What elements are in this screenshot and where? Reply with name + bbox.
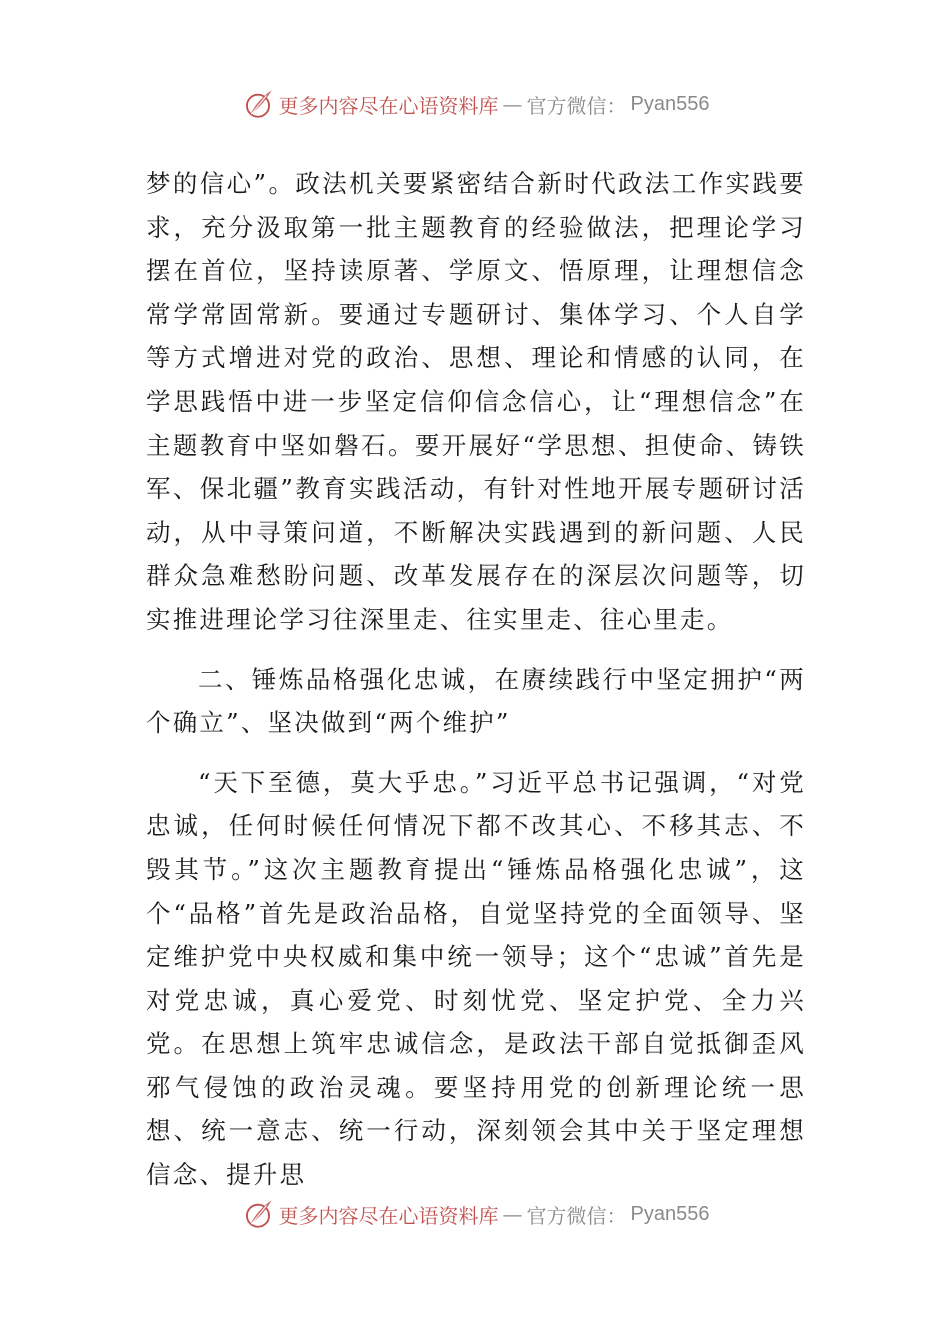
paragraph-continuation: 梦的信心”。政法机关要紧密结合新时代政法工作实践要求，充分汲取第一批主题教育的经验做法，把理论学习摆在首位，坚持读原著、学原文、悟原理，让理想信念常学常固常新。要通过专题研讨、集体学习、个人自学等方式增进对党的政治、思想、理论和情感的认同，在学思践悟中进一步坚定信仰信念信心，让“理想信念”在主题教育中坚如磐石。要开展好“学思想、担使命、铸铁军、保北疆”教育实践活动，有针对性地开展专题研讨活动，从中寻策问道，不断解决实践遇到的新问题、人民群众急难愁盼问题、改革发展存在的深层次问题等，切实推进理论学习往深里走、往实里走、往心里走。 (146, 169, 806, 634)
feather-pen-logo-icon (241, 1197, 275, 1231)
watermark-wechat-id: Pyan556 (630, 92, 710, 115)
watermark-dash: — (502, 1202, 523, 1226)
feather-pen-logo-icon (241, 87, 275, 121)
watermark-wechat-label: 官方微信： (526, 93, 627, 118)
watermark-site-text: 更多内容尽在心语资料库 (278, 1203, 499, 1228)
watermark-dash: — (502, 92, 523, 116)
watermark-wechat-id: Pyan556 (630, 1202, 710, 1225)
header-watermark (0, 84, 950, 124)
document-body (146, 162, 806, 1197)
footer-watermark (0, 1194, 950, 1234)
paragraph-body: “天下至德，莫大乎忠。”习近平总书记强调，“对党忠诚，任何时候任何情况下都不改其心、不移其志、不毁其节。”这次主题教育提出“锤炼品格强化忠诚”，这个“品格”首先是政治品格，自觉坚持党的全面领导、坚定维护党中央权威和集中统一领导；这个“忠诚”首先是对党忠诚，真心爱党、时刻忧党、坚定护党、全力兴党。在思想上筑牢忠诚信念，是政法干部自觉抵御歪风邪气侵蚀的政治灵魂。要坚持用党的创新理论统一思想、统一意志、统一行动，深刻领会其中关于坚定理想信念、提升思 (146, 767, 806, 1190)
watermark-wechat-label: 官方微信： (526, 1203, 627, 1228)
section-heading: 二、锤炼品格强化忠诚，在赓续践行中坚定拥护“两个确立”、坚决做到“两个维护” (146, 664, 806, 738)
watermark-site-text: 更多内容尽在心语资料库 (278, 93, 499, 118)
